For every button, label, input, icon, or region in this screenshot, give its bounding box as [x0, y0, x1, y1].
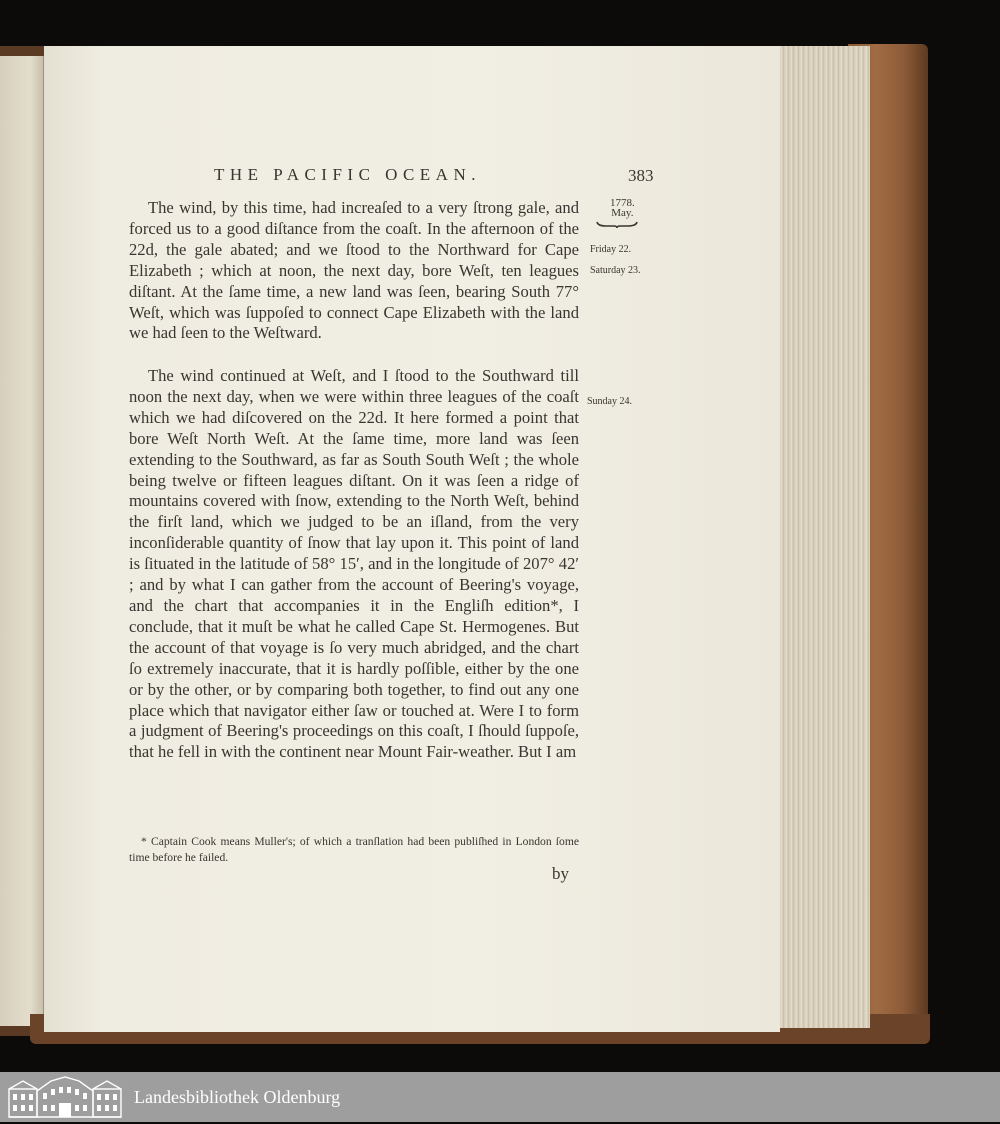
paragraph-2 — [129, 366, 579, 763]
margin-note-friday: Friday 22. — [590, 244, 632, 255]
book-page — [44, 46, 780, 1032]
paragraph-text: The wind continued at Weſt, and I ſtood to the Southward till noon the next day, when we were within three leagues of the coaſt which we had diſcovered on the 22d. It here formed a point that bore Weſt North Weſt. At the ſame time, more land was ſeen extending to the Southward, as far as South South Weſt ; the whole being twelve or fifteen leagues diſtant. On it was ſeen a ridge of mountains covered with ſnow, extending to the North Weſt, behind the firſt land, which we judged to be an iſland, from the very inconſiderable quantity of ſnow that lay upon it. This point of land is ſituated in the latitude of 58° 15′, and in the longitude of 207° 42′ ; and by what I can gather from the account of Beering's voyage, and the chart that accompanies it in the Engliſh edition*, I conclude, that it muſt be what he called Cape St. Hermogenes. But the account of that voyage is ſo very much abridged, and the chart ſo extremely inaccurate, that it is hardly poſſible, either by the one or by the other, or by comparing both together, to find out any one place which that navigator either ſaw or touched at. Were I to form a judgment of Beering's proceedings on this coaſt, I ſhould ſuppoſe, that he fell in with the continent near Mount Fair-weather. But I am — [129, 366, 579, 762]
margin-date — [610, 198, 635, 218]
running-head: THE PACIFIC OCEAN. — [214, 165, 481, 184]
page-number: 383 — [628, 166, 654, 185]
previous-page-edge — [0, 56, 44, 1026]
library-name: Landesbibliothek Oldenburg — [134, 1087, 341, 1107]
margin-year: 1778. — [610, 197, 635, 209]
margin-note-saturday: Saturday 23. — [590, 265, 641, 276]
margin-month: May. — [611, 207, 634, 219]
library-banner — [0, 1072, 1000, 1122]
page-edges — [774, 46, 870, 1028]
library-building-icon — [7, 1075, 123, 1119]
paragraph-1 — [129, 198, 579, 344]
catchword: by — [552, 864, 569, 883]
footnote — [129, 834, 579, 866]
brace-icon — [596, 221, 638, 229]
paragraph-text: The wind, by this time, had increaſed to a very ſtrong gale, and forced us to a good diſtance from the coaſt. In the afternoon of the 22d, the gale abated; and we ſtood to the Northward for Cape Elizabeth ; which at noon, the next day, bore Weſt, ten leagues diſtant. At the ſame time, a new land was ſeen, bearing South 77° Weſt, which was ſuppoſed to connect Cape Elizabeth with the land we had ſeen to the Weſtward. — [129, 198, 579, 343]
footnote-text: * Captain Cook means Muller's; of which a tranſlation had been publiſhed in London ſome time before he failed. — [129, 835, 579, 864]
margin-note-sunday: Sunday 24. — [587, 396, 632, 407]
